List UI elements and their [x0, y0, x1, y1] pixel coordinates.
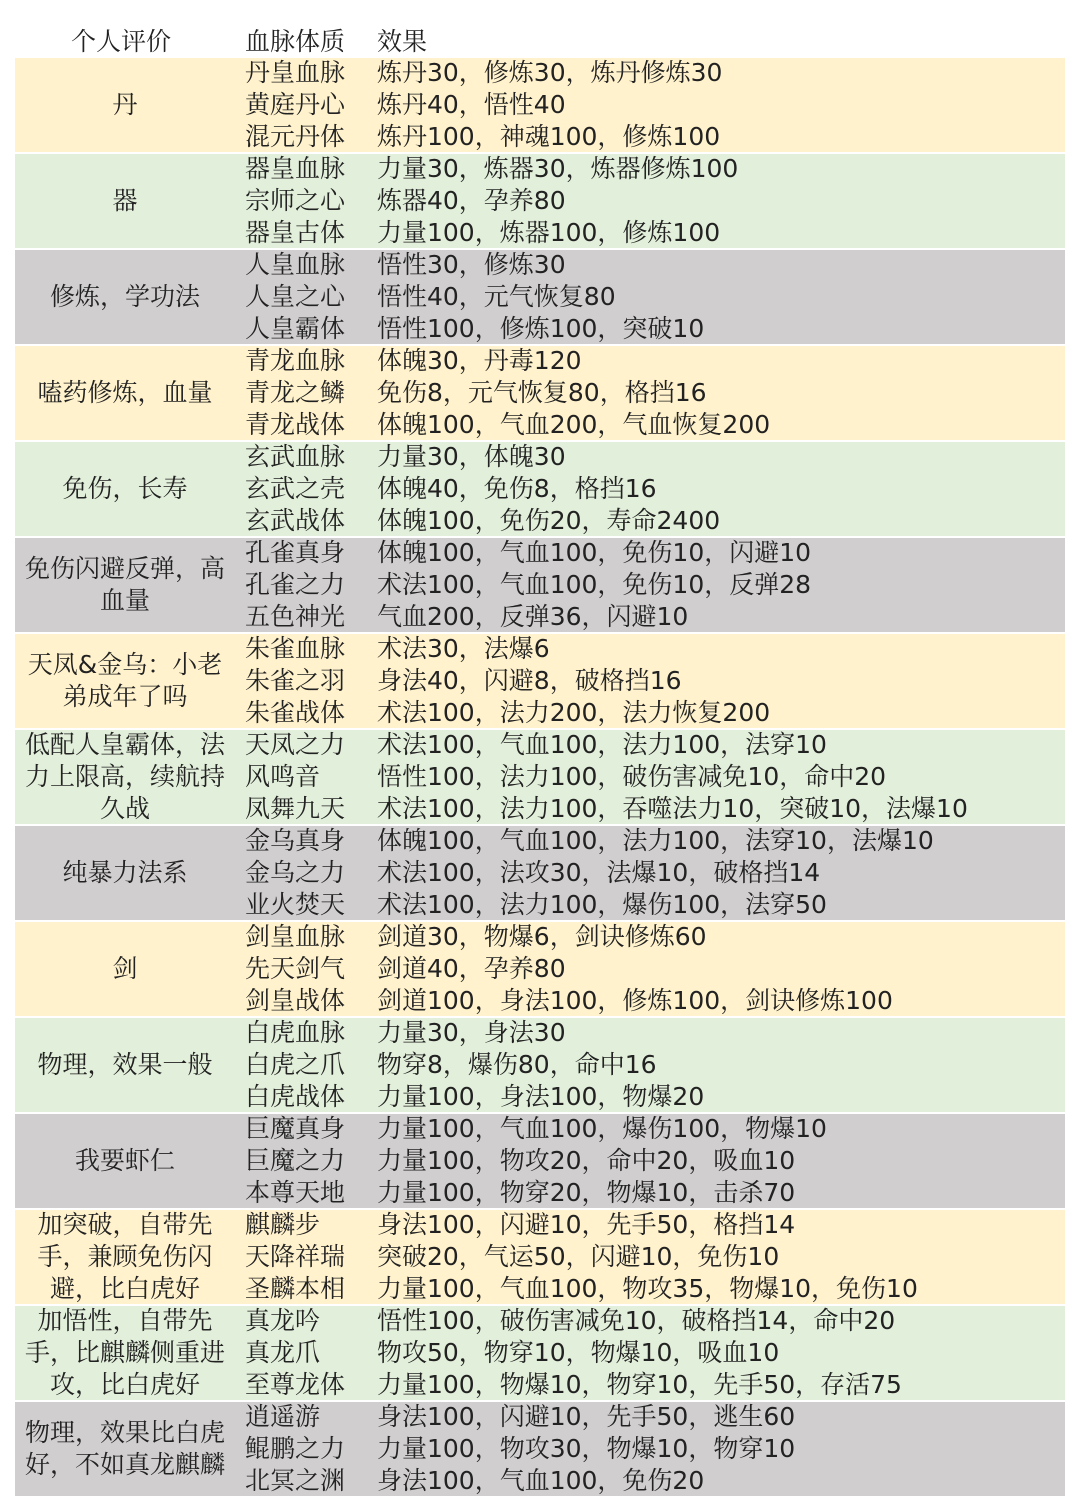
bloodline-name: 孔雀之力 — [245, 570, 346, 599]
table-row — [15, 1369, 1065, 1401]
table-row — [15, 473, 1065, 505]
bloodline-effect: 力量100，物攻30，物爆10，物穿10 — [377, 1434, 796, 1463]
bloodline-name: 宗师之心 — [245, 186, 346, 215]
table-row — [15, 1017, 1065, 1049]
table-row — [15, 1273, 1065, 1305]
bloodline-effect: 剑道100，身法100，修炼100，剑诀修炼100 — [377, 986, 893, 1015]
bloodline-effect: 物攻50，物穿10，物爆10，吸血10 — [377, 1338, 780, 1367]
table-row — [15, 1209, 1065, 1241]
bloodline-name: 鲲鹏之力 — [245, 1434, 346, 1463]
table-row — [15, 1337, 1065, 1369]
table-group — [15, 633, 1065, 729]
bloodline-name: 黄庭丹心 — [245, 90, 346, 119]
bloodline-effect: 术法100，法攻30，法爆10，破格挡14 — [377, 858, 821, 887]
table-group — [15, 825, 1065, 921]
table-row — [15, 537, 1065, 569]
bloodline-name: 真龙吟 — [245, 1306, 321, 1335]
bloodline-name: 五色神光 — [245, 602, 346, 631]
table-row — [15, 1305, 1065, 1337]
evaluation-text: 加悟性，自带先手，比麒麟侧重进攻，比白虎好 — [24, 1306, 225, 1399]
bloodline-name: 剑皇血脉 — [245, 922, 346, 951]
bloodline-effect: 体魄100，气血200，气血恢复200 — [377, 410, 771, 439]
header-bloodline: 血脉体质 — [245, 27, 346, 56]
bloodline-effect: 术法100，气血100，免伤10，反弹28 — [377, 570, 812, 599]
table-row — [15, 857, 1065, 889]
table-row — [15, 121, 1065, 153]
bloodline-effect: 力量100，物爆10，物穿10，先手50，存活75 — [377, 1370, 902, 1399]
table-row — [15, 505, 1065, 537]
evaluation-text: 物理，效果一般 — [37, 1050, 213, 1079]
table-group — [15, 57, 1065, 153]
bloodline-name: 真龙爪 — [245, 1338, 321, 1367]
table-row — [15, 153, 1065, 185]
table-row — [15, 889, 1065, 921]
bloodline-effect: 力量100，气血100，爆伤100，物爆10 — [377, 1114, 827, 1143]
bloodline-name: 器皇血脉 — [245, 154, 346, 183]
table-row — [15, 345, 1065, 377]
bloodline-effect: 力量100，身法100，物爆20 — [377, 1082, 705, 1111]
table-group — [15, 1305, 1065, 1401]
bloodline-name: 巨魔真身 — [245, 1114, 346, 1143]
bloodline-effect: 免伤8，元气恢复80，格挡16 — [377, 378, 707, 407]
bloodline-name: 人皇之心 — [245, 282, 346, 311]
bloodline-effect: 体魄100，免伤20，寿命2400 — [377, 506, 721, 535]
bloodline-effect: 体魄100，气血100，法力100，法穿10，法爆10 — [377, 826, 934, 855]
bloodline-name: 业火焚天 — [245, 890, 346, 919]
bloodline-name: 人皇霸体 — [245, 314, 346, 343]
table-row — [15, 697, 1065, 729]
evaluation-text: 我要虾仁 — [74, 1146, 175, 1175]
bloodline-effect: 力量30，炼器30，炼器修炼100 — [377, 154, 739, 183]
bloodline-name: 青龙血脉 — [245, 346, 346, 375]
table-group — [15, 921, 1065, 1017]
bloodline-name: 逍遥游 — [245, 1402, 321, 1431]
bloodline-effect: 炼丹40，悟性40 — [377, 90, 566, 119]
bloodline-effect: 突破20，气运50，闪避10，免伤10 — [377, 1242, 780, 1271]
bloodline-name: 青龙战体 — [245, 410, 346, 439]
bloodline-name: 玄武战体 — [245, 506, 346, 535]
bloodline-effect: 力量100，物穿20，物爆10，击杀70 — [377, 1178, 796, 1207]
bloodline-name: 巨魔之力 — [245, 1146, 346, 1175]
bloodline-name: 天降祥瑞 — [245, 1242, 346, 1271]
evaluation-text: 丹 — [112, 90, 138, 119]
bloodline-effect: 剑道30，物爆6，剑诀修炼60 — [377, 922, 707, 951]
table-row — [15, 665, 1065, 697]
bloodline-name: 本尊天地 — [245, 1178, 346, 1207]
table-row — [15, 185, 1065, 217]
evaluation-text: 免伤闪避反弹，高血量 — [24, 554, 225, 615]
bloodline-name: 风鸣音 — [245, 762, 321, 791]
table-row — [15, 1401, 1065, 1433]
bloodline-effect: 力量100，炼器100，修炼100 — [377, 218, 721, 247]
table-row — [15, 1145, 1065, 1177]
table-row — [15, 601, 1065, 633]
table-row — [15, 1433, 1065, 1465]
evaluation-text: 修炼，学功法 — [49, 282, 200, 311]
bloodline-name: 凤舞九天 — [245, 794, 346, 823]
table-group — [15, 1401, 1065, 1497]
bloodline-effect: 身法100，闪避10，先手50，逃生60 — [377, 1402, 796, 1431]
table-row — [15, 1081, 1065, 1113]
table-group — [15, 729, 1065, 825]
bloodline-name: 器皇古体 — [245, 218, 346, 247]
bloodline-name: 白虎战体 — [245, 1082, 346, 1111]
bloodline-effect: 炼器40，孕养80 — [377, 186, 566, 215]
table-row — [15, 1465, 1065, 1497]
bloodline-name: 白虎血脉 — [245, 1018, 346, 1047]
table-group — [15, 1017, 1065, 1113]
bloodline-effect: 体魄40，免伤8，格挡16 — [377, 474, 657, 503]
bloodline-name: 玄武血脉 — [245, 442, 346, 471]
bloodline-effect: 身法100，闪避10，先手50，格挡14 — [377, 1210, 796, 1239]
table-row — [15, 761, 1065, 793]
bloodline-effect: 术法100，法力200，法力恢复200 — [377, 698, 771, 727]
bloodline-name: 丹皇血脉 — [245, 58, 346, 87]
table-group — [15, 441, 1065, 537]
table-group — [15, 345, 1065, 441]
bloodline-effect: 体魄30，丹毒120 — [377, 346, 582, 375]
table-row — [15, 217, 1065, 249]
bloodline-effect: 力量100，物攻20，命中20，吸血10 — [377, 1146, 796, 1175]
table-row — [15, 441, 1065, 473]
evaluation-text: 天凤&金乌：小老弟成年了吗 — [27, 650, 223, 711]
bloodline-effect: 术法100，气血100，法力100，法穿10 — [377, 730, 827, 759]
bloodline-name: 青龙之鳞 — [245, 378, 346, 407]
table-row — [15, 409, 1065, 441]
table-body — [15, 57, 1065, 1497]
bloodline-effect: 悟性100，修炼100，突破10 — [377, 314, 705, 343]
bloodline-name: 孔雀真身 — [245, 538, 346, 567]
evaluation-text: 剑 — [112, 954, 138, 983]
evaluation-text: 纯暴力法系 — [62, 858, 188, 887]
bloodline-name: 玄武之壳 — [245, 474, 346, 503]
bloodline-name: 金乌之力 — [245, 858, 346, 887]
bloodline-effect: 力量100，气血100，物攻35，物爆10，免伤10 — [377, 1274, 918, 1303]
bloodline-name: 至尊龙体 — [245, 1370, 346, 1399]
bloodline-effect: 身法40，闪避8，破格挡16 — [377, 666, 682, 695]
bloodline-effect: 炼丹30，修炼30，炼丹修炼30 — [377, 58, 723, 87]
table-row — [15, 1113, 1065, 1145]
table-row — [15, 281, 1065, 313]
header-evaluation: 个人评价 — [71, 27, 172, 56]
bloodline-effect: 力量30，体魄30 — [377, 442, 566, 471]
evaluation-text: 低配人皇霸体，法力上限高，续航持久战 — [24, 730, 225, 823]
table-row — [15, 313, 1065, 345]
table-row — [15, 377, 1065, 409]
evaluation-text: 器 — [112, 186, 138, 215]
table-row — [15, 729, 1065, 761]
bloodline-name: 先天剑气 — [245, 954, 346, 983]
bloodline-effect: 物穿8，爆伤80，命中16 — [377, 1050, 657, 1079]
table-row — [15, 1049, 1065, 1081]
table-row — [15, 89, 1065, 121]
bloodline-effect: 悟性100，法力100，破伤害减免10，命中20 — [377, 762, 887, 791]
table-group — [15, 1113, 1065, 1209]
bloodline-name: 麒麟步 — [245, 1210, 321, 1239]
bloodline-name: 圣麟本相 — [245, 1274, 346, 1303]
table-group — [15, 249, 1065, 345]
table-group — [15, 537, 1065, 633]
bloodline-name: 金乌真身 — [245, 826, 346, 855]
evaluation-text: 加突破，自带先手，兼顾免伤闪避，比白虎好 — [37, 1210, 213, 1303]
bloodline-table — [15, 26, 1065, 1497]
bloodline-effect: 气血200，反弹36，闪避10 — [377, 602, 689, 631]
table-row — [15, 1177, 1065, 1209]
bloodline-effect: 力量30，身法30 — [377, 1018, 566, 1047]
evaluation-text: 嗑药修炼，血量 — [37, 378, 213, 407]
bloodline-effect: 炼丹100，神魂100，修炼100 — [377, 122, 721, 151]
evaluation-text: 物理，效果比白虎好，不如真龙麒麟 — [24, 1418, 225, 1479]
bloodline-effect: 悟性30，修炼30 — [377, 250, 566, 279]
table-row — [15, 953, 1065, 985]
bloodline-name: 混元丹体 — [245, 122, 346, 151]
bloodline-name: 白虎之爪 — [245, 1050, 346, 1079]
table-group — [15, 153, 1065, 249]
bloodline-name: 朱雀之羽 — [245, 666, 346, 695]
bloodline-name: 朱雀战体 — [245, 698, 346, 727]
bloodline-name: 人皇血脉 — [245, 250, 346, 279]
table-row — [15, 921, 1065, 953]
table-row — [15, 569, 1065, 601]
header-effect: 效果 — [377, 27, 428, 56]
bloodline-name: 剑皇战体 — [245, 986, 346, 1015]
table-group — [15, 1209, 1065, 1305]
bloodline-effect: 术法100，法力100，吞噬法力10，突破10，法爆10 — [377, 794, 968, 823]
bloodline-name: 天凤之力 — [245, 730, 346, 759]
table-row — [15, 57, 1065, 89]
table-row — [15, 985, 1065, 1017]
bloodline-effect: 术法30，法爆6 — [377, 634, 550, 663]
table-row — [15, 1241, 1065, 1273]
bloodline-name: 北冥之渊 — [245, 1466, 346, 1495]
bloodline-name: 朱雀血脉 — [245, 634, 346, 663]
bloodline-effect: 悟性40，元气恢复80 — [377, 282, 616, 311]
bloodline-effect: 剑道40，孕养80 — [377, 954, 566, 983]
bloodline-effect: 体魄100，气血100，免伤10，闪避10 — [377, 538, 812, 567]
table-row — [15, 793, 1065, 825]
table-row — [15, 825, 1065, 857]
bloodline-effect: 术法100，法力100，爆伤100，法穿50 — [377, 890, 827, 919]
bloodline-effect: 身法100，气血100，免伤20 — [377, 1466, 705, 1495]
table-header — [15, 26, 1065, 57]
table-row — [15, 249, 1065, 281]
evaluation-text: 免伤，长寿 — [62, 474, 188, 503]
table-row — [15, 633, 1065, 665]
bloodline-effect: 悟性100，破伤害减免10，破格挡14，命中20 — [377, 1306, 896, 1335]
